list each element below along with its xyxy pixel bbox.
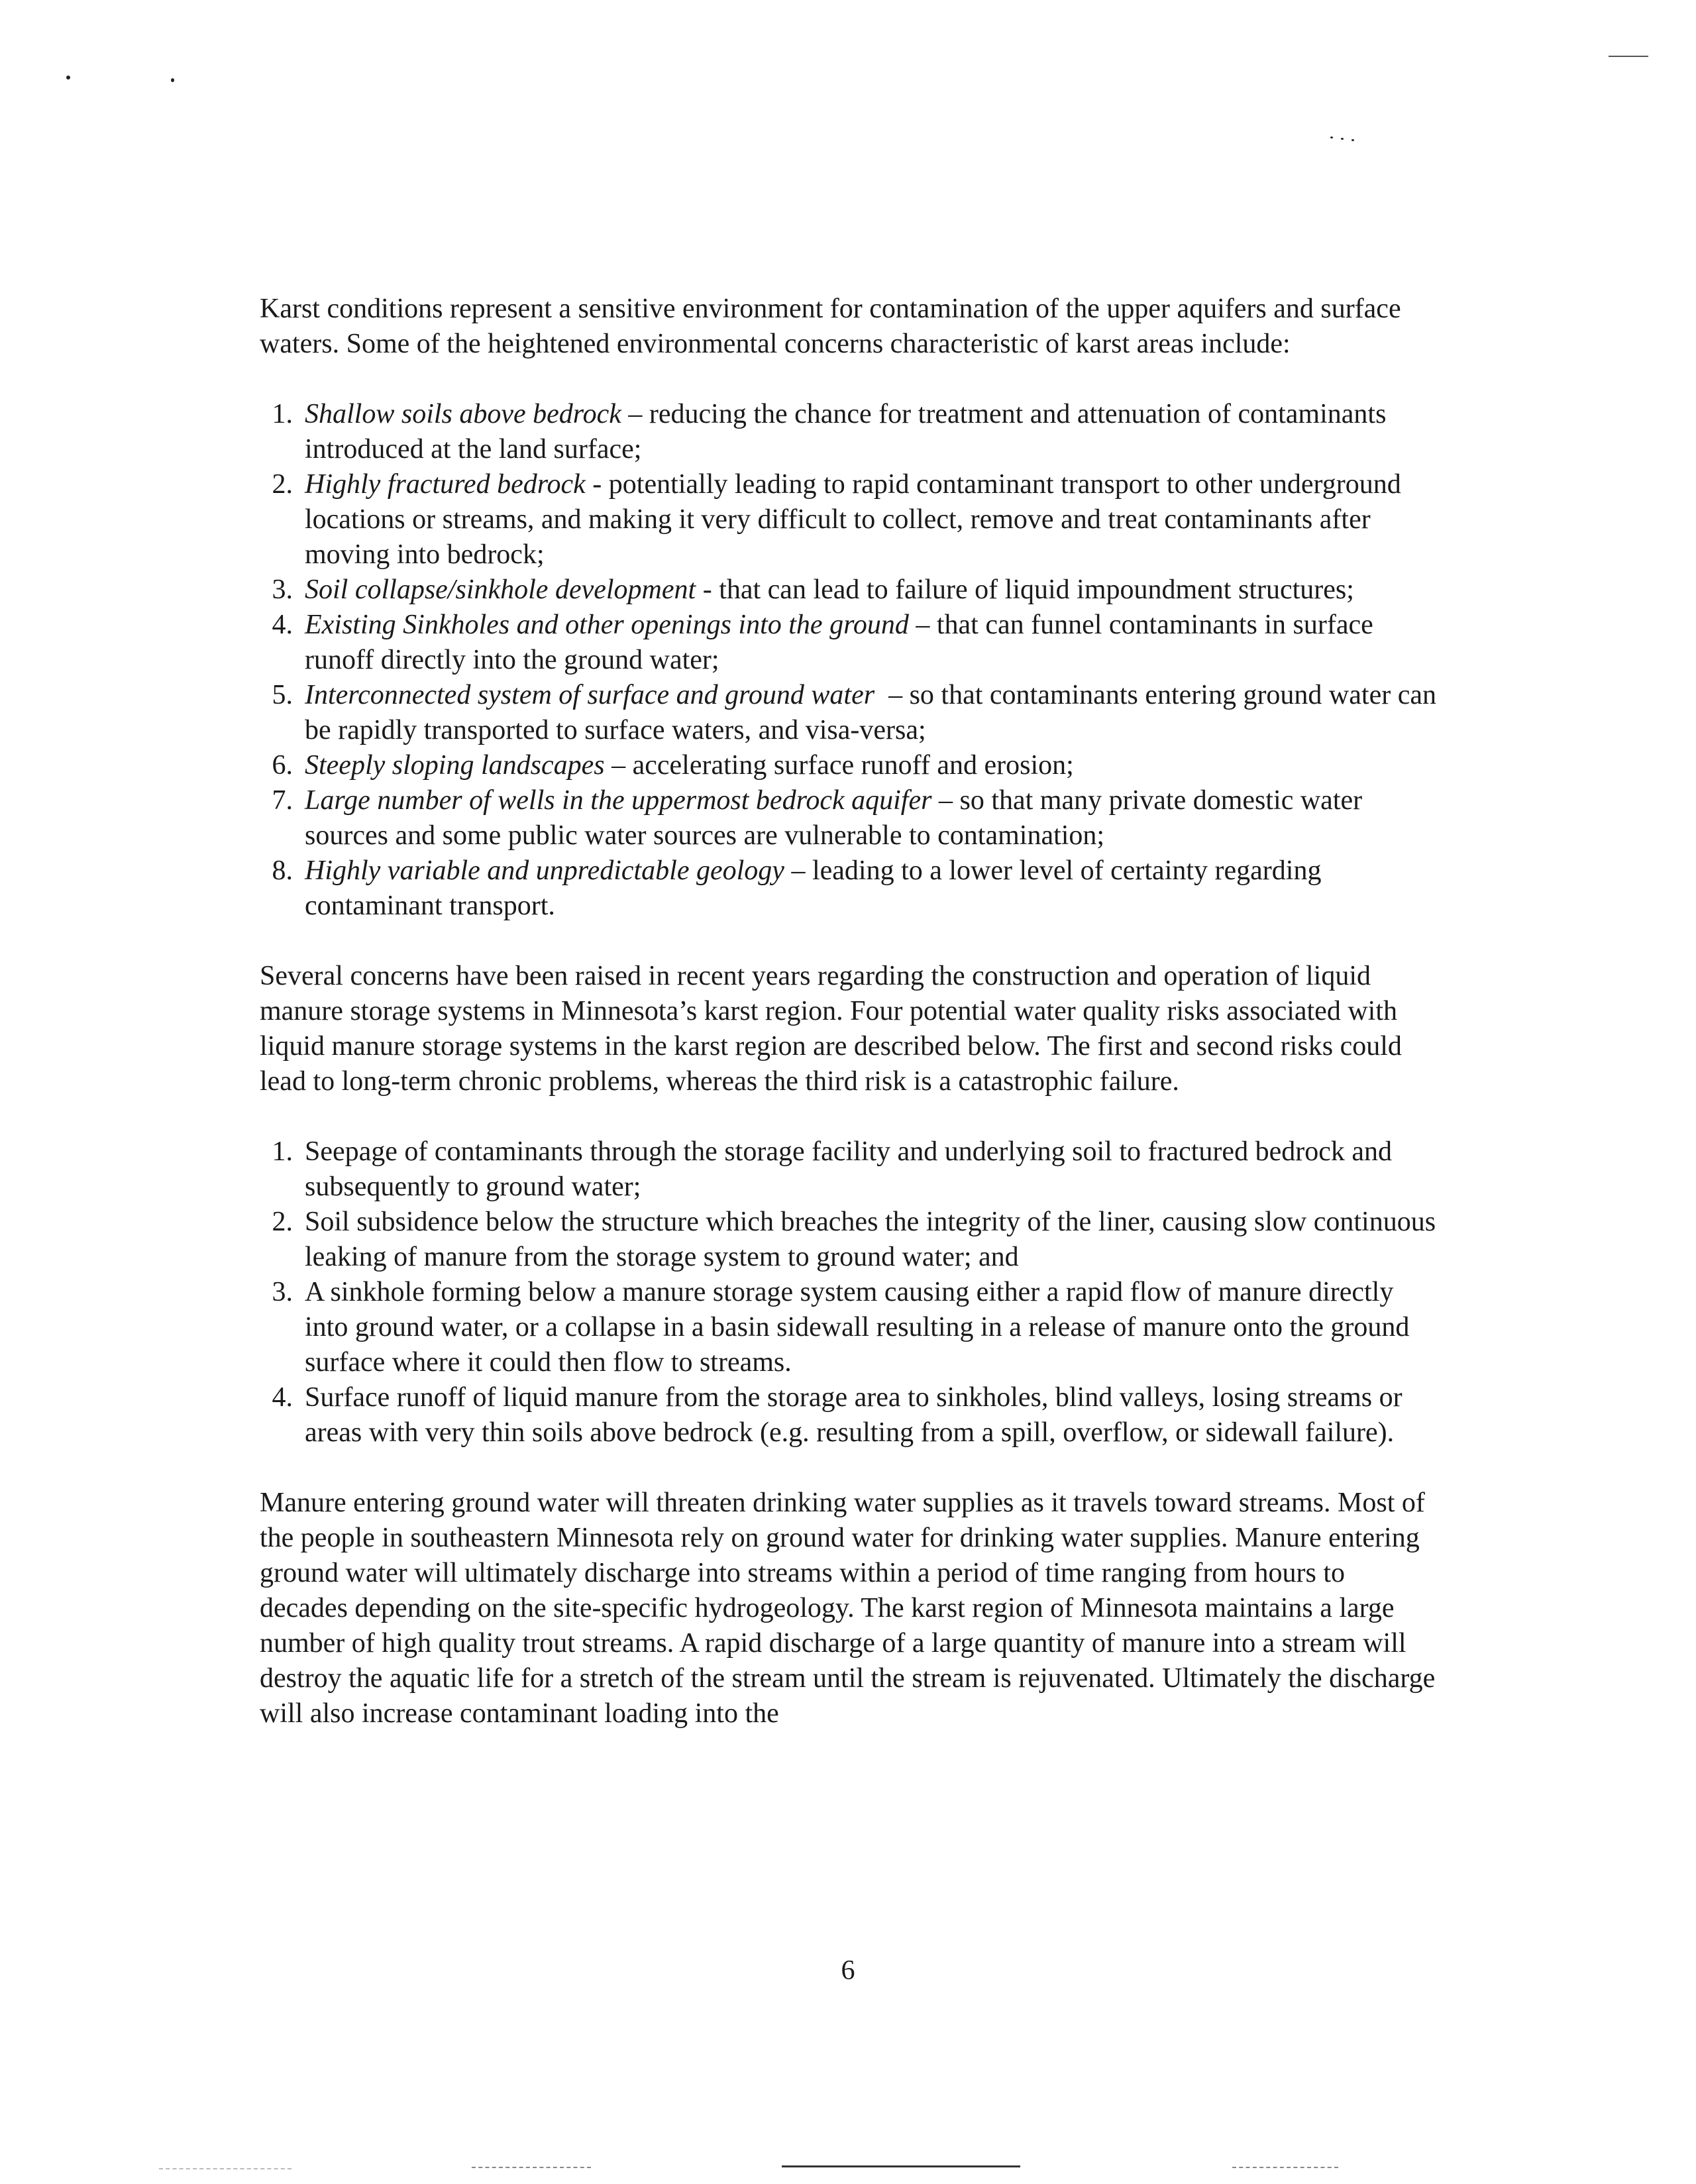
water-quality-risks-list [260,1134,1439,1450]
list-item [260,1275,1439,1380]
page-number: 6 [841,1955,855,1986]
list-number: 3 . [260,573,293,608]
list-description: A sinkhole forming below a manure storage system causing either a rapid flow of manure directly into ground water, or a collapse in a basin sidewall resulting in a release of manure onto the ground surface where it could then flow to streams. [305,1277,1410,1378]
list-item [260,573,1439,608]
list-item [260,853,1439,924]
list-separator: - [696,574,719,605]
list-number: 8 . [260,853,293,889]
scan-speck [66,76,70,80]
list-number: 4 . [260,608,293,643]
list-separator: – [784,855,812,886]
list-item [260,783,1439,853]
list-term: Interconnected system of surface and ground water [305,680,875,710]
list-term: Steeply sloping landscapes [305,750,605,781]
list-description: so that many private domestic water sources and some public water sources are vulnerable to contamination; [305,785,1363,851]
list-term: Highly variable and unpredictable geology [305,855,784,886]
scan-edge-mark [1609,56,1648,57]
list-description: Surface runoff of liquid manure from the storage area to sinkholes, blind valleys, losing streams or areas with very thin soils above bedrock (e.g. resulting from a spill, overflow, or sidewall failure). [305,1382,1403,1448]
list-separator: – [931,785,960,816]
list-separator: – [604,750,633,781]
list-description: that can lead to failure of liquid impoundment structures; [719,574,1354,605]
list-separator: - [585,469,609,500]
intro-paragraph: Karst conditions represent a sensitive environment for contamination of the upper aquifers and surface waters. Some of the heightened environmental concerns characteristic of karst areas include: [260,294,1401,359]
scan-bottom-mark [472,2167,591,2169]
list-number: 4 . [260,1380,293,1415]
scan-bottom-mark [159,2168,292,2171]
list-number: 1 . [260,1134,293,1170]
list-description: accelerating surface runoff and erosion; [632,750,1074,781]
scan-speck [1330,136,1333,138]
list-separator: – [908,610,937,640]
list-description: potentially leading to rapid contaminant transport to other underground locations or streams, and making it very difficult to collect, remove and treat contaminants after moving into bedrock; [305,469,1401,570]
list-item [260,467,1439,573]
list-number: 1 . [260,397,293,432]
scan-speck [1352,139,1354,141]
scan-bottom-mark [1232,2167,1338,2169]
list-item [260,678,1439,748]
list-number: 7 . [260,783,293,818]
list-description: leading to a lower level of certainty regarding contaminant transport. [305,855,1322,921]
list-number: 5 . [260,678,293,713]
karst-concerns-list [260,397,1439,924]
list-item [260,1380,1439,1450]
list-separator: – [621,399,649,429]
list-item [260,397,1439,467]
scan-speck [171,78,174,82]
list-description: Soil subsidence below the structure which breaches the integrity of the liner, causing slow continuous leaking of manure from the storage system to ground water; and [305,1207,1436,1272]
list-description: Seepage of contaminants through the storage facility and underlying soil to fractured bedrock and subsequently to ground water; [305,1136,1392,1202]
list-item [260,1134,1439,1205]
list-term: Shallow soils above bedrock [305,399,621,429]
list-description: reducing the chance for treatment and attenuation of contaminants introduced at the land surface; [305,399,1387,464]
list-term: Highly fractured bedrock [305,469,586,500]
list-description: so that contaminants entering ground water can be rapidly transported to surface waters, and visa-versa; [305,680,1436,745]
list-number: 2 . [260,1205,293,1240]
list-item [260,608,1439,678]
list-separator: – [874,680,910,710]
concerns-paragraph: Several concerns have been raised in recent years regarding the construction and operation of liquid manure storage systems in Minnesota’s karst region. Four potential water quality risks associated with liquid manure storage systems in the karst region are described below. The first and second risks could lead to long-term chronic problems, whereas the third risk is a catastrophic failure. [260,961,1402,1097]
document-body [260,292,1439,1731]
list-term: Large number of wells in the uppermost bedrock aquifer [305,785,932,816]
list-term: Soil collapse/sinkhole development [305,574,696,605]
scan-speck [1341,138,1344,140]
list-item [260,1205,1439,1275]
list-item [260,748,1439,783]
list-number: 6 . [260,748,293,783]
list-number: 3 . [260,1275,293,1310]
list-term: Existing Sinkholes and other openings into the ground [305,610,909,640]
list-number: 2 . [260,467,293,502]
list-description: that can funnel contaminants in surface runoff directly into the ground water; [305,610,1373,675]
scan-bottom-mark [782,2165,1020,2167]
closing-paragraph: Manure entering ground water will threaten drinking water supplies as it travels toward streams. Most of the people in southeastern Minnesota rely on ground water for drinking water supplies. Manure entering ground water will ultimately discharge into streams within a period of time ranging from hours to decades depending on the site-specific hydrogeology. The karst region of Minnesota maintains a large number of high quality trout streams. A rapid discharge of a large quantity of manure into a stream will destroy the aquatic life for a stretch of the stream until the stream is rejuvenated. Ultimately the discharge will also increase contaminant loading into the [260,1488,1436,1729]
